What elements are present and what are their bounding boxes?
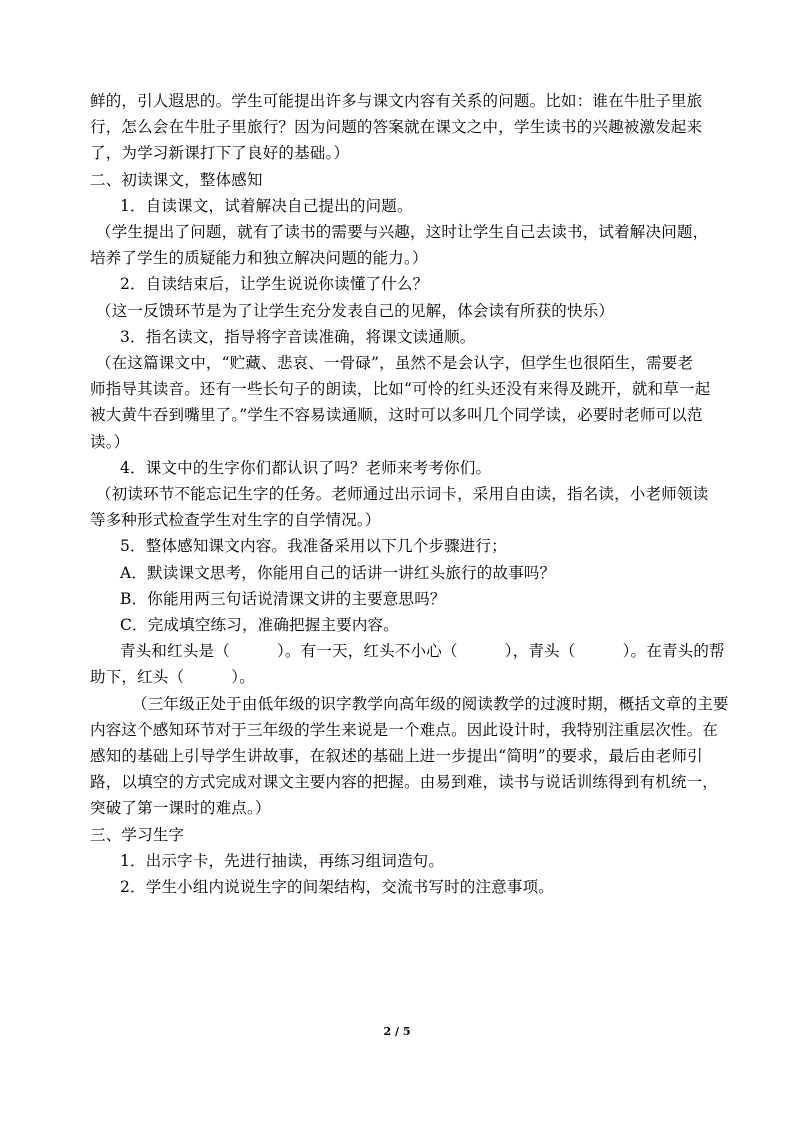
list-item: B．你能用两三句话说清课文讲的主要意思吗？ [120, 589, 446, 608]
paragraph-line: 感知的基础上引导学生讲故事，在叙述的基础上进一步提出“简明”的要求，最后由老师引 [90, 747, 703, 766]
paragraph-line: 被大黄牛吞到嘴里了。”学生不容易读通顺，这时可以多叫几个同学读，必要时老师可以范 [90, 406, 703, 425]
list-item: 2．学生小组内说说生字的间架结构，交流书写时的注意事项。 [120, 878, 554, 897]
fill-in-blank-line: 助下，红头（ ）。 [90, 668, 255, 687]
paragraph-line: 等多种形式检查学生对生字的自学情况。） [90, 511, 381, 530]
section-heading: 二、初读课文，整体感知 [90, 170, 263, 189]
list-item: 5．整体感知课文内容。我准备采用以下几个步骤进行； [120, 537, 507, 556]
document-body [90, 88, 729, 900]
paragraph-line: 师指导其读音。还有一些长句子的朗读，比如“可怜的红头还没有来得及跳开，就和草一起 [90, 380, 711, 399]
list-item: 1．自读课文，试着解决自己提出的问题。 [120, 196, 413, 215]
paragraph-line: 培养了学生的质疑能力和独立解决问题的能力。） [90, 249, 428, 268]
section-heading: 三、学习生字 [90, 825, 185, 844]
paragraph-line: （在这篇课文中，“贮藏、悲哀、一骨碌”，虽然不是会认字，但学生也很陌生，需要老 [96, 354, 694, 373]
paragraph-line: （初读环节不能忘记生字的任务。老师通过出示词卡，采用自由读，指名读，小老师领读 [96, 485, 709, 504]
list-item: 1．出示字卡，先进行抽读，再练习组词造句。 [120, 851, 445, 870]
list-item: A．默读课文思考，你能用自己的话讲一讲红头旅行的故事吗？ [120, 563, 556, 582]
paragraph-line: （学生提出了问题，就有了读书的需要与兴趣，这时让学生自己去读书，试着解决问题， [96, 223, 709, 242]
paragraph-line: （三年级正处于由低年级的识字教学向高年级的阅读教学的过渡时期，概括文章的主要 [132, 694, 729, 713]
paragraph-line: 了，为学习新课打下了良好的基础。） [90, 144, 350, 163]
page-number: 2 / 5 [383, 1025, 411, 1038]
list-item: 4．课文中的生字你们都认识了吗？老师来考考你们。 [120, 458, 492, 477]
paragraph-line: 读。） [90, 432, 130, 451]
paragraph-line: 突破了第一课时的难点。） [90, 799, 271, 818]
list-item: 2．自读结束后，让学生说说你读懂了什么？ [120, 275, 429, 294]
paragraph-line: （这一反馈环节是为了让学生充分发表自己的见解，体会读有所获的快乐） [96, 301, 615, 320]
paragraph-line: 鲜的，引人遐思的。学生可能提出许多与课文内容有关系的问题。比如：谁在牛肚子里旅 [90, 92, 703, 110]
list-item: C．完成填空练习，准确把握主要内容。 [120, 616, 399, 635]
paragraph-line: 路，以填空的方式完成对课文主要内容的把握。由易到难，读书与说话训练得到有机统一， [90, 773, 719, 792]
list-item: 3．指名读文，指导将字音读准确，将课文读通顺。 [120, 327, 476, 346]
paragraph-line: 行，怎么会在牛肚子里旅行？因为问题的答案就在课文之中，学生读书的兴趣被激发起来 [90, 118, 703, 137]
paragraph-line: 内容这个感知环节对于三年级的学生来说是一个难点。因此设计时，我特别注重层次性。在 [90, 720, 719, 739]
fill-in-blank-line: 青头和红头是（ ）。有一天，红头不小心（ ），青头（ ）。在青头的帮 [120, 642, 725, 661]
